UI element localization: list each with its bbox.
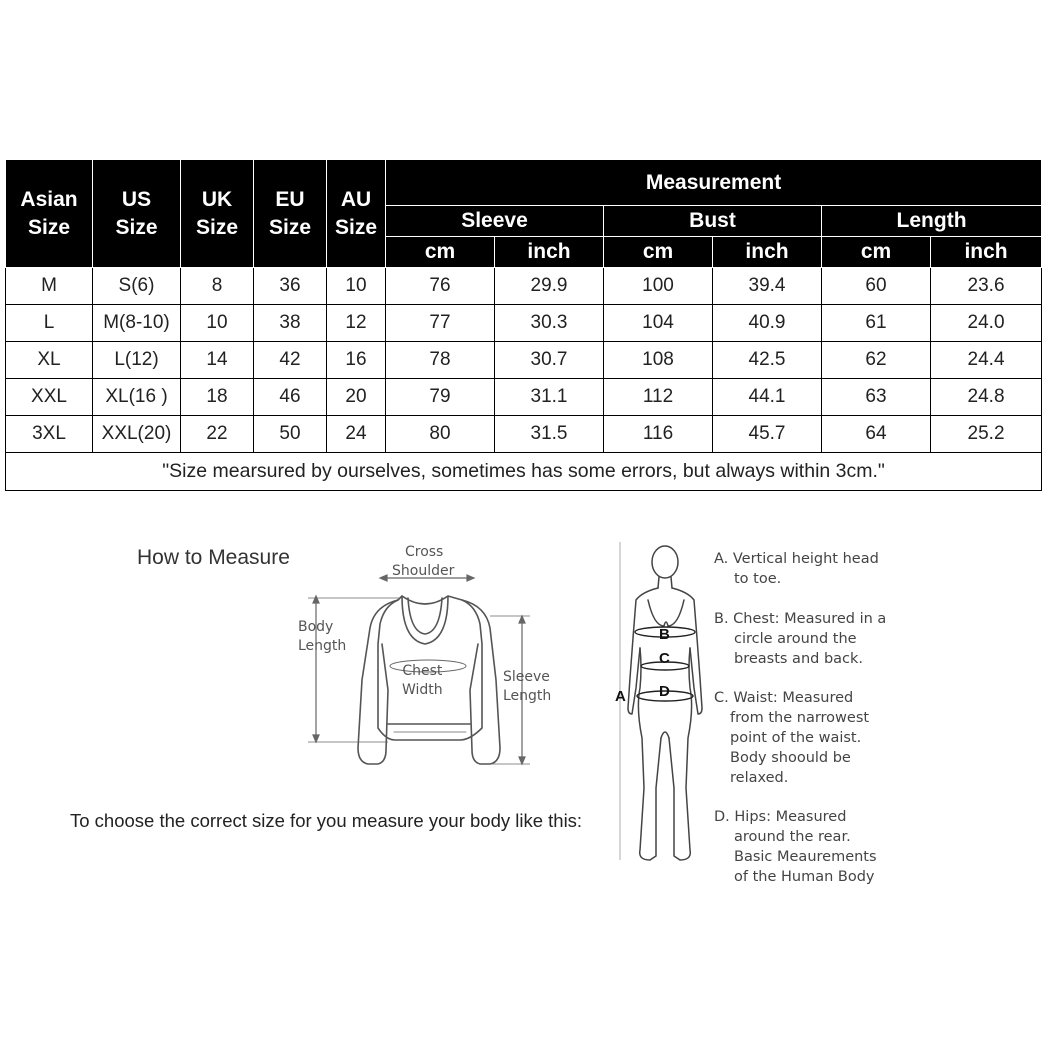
table-cell: L [6,305,93,342]
table-cell: M(8-10) [93,305,181,342]
table-cell: 30.3 [495,305,604,342]
table-cell: 112 [604,379,713,416]
table-row [6,268,1042,305]
measure-instruction: To choose the correct size for you measure your body like this: [70,810,583,831]
table-cell: 38 [254,305,327,342]
table-cell: 39.4 [713,268,822,305]
table-cell: 108 [604,342,713,379]
legend-d: D. Hips: Measured around the rear. Basic Meaurements of the Human Body [714,809,877,885]
table-cell: 78 [386,342,495,379]
table-cell: XL(16 ) [93,379,181,416]
table-cell: 14 [181,342,254,379]
table-cell: 104 [604,305,713,342]
table-cell: L(12) [93,342,181,379]
table-cell: 100 [604,268,713,305]
table-cell: 77 [386,305,495,342]
table-cell: 24 [327,416,386,453]
table-cell: 44.1 [713,379,822,416]
table-cell: 23.6 [931,268,1042,305]
table-cell: 24.4 [931,342,1042,379]
legend-a: A. Vertical height head to toe. [714,551,879,587]
table-cell: 50 [254,416,327,453]
table-cell: 60 [822,268,931,305]
header-unit: inch [931,237,1042,268]
table-cell: 46 [254,379,327,416]
table-cell: 16 [327,342,386,379]
table-note-row [6,453,1042,491]
header-us-size: US Size [93,160,181,268]
header-unit: cm [386,237,495,268]
table-cell: 18 [181,379,254,416]
marker-a: A [615,688,626,705]
table-cell: 40.9 [713,305,822,342]
table-cell: 61 [822,305,931,342]
table-row [6,305,1042,342]
legend-b: B. Chest: Measured in a circle around the breasts and back. [714,611,887,667]
header-eu-size: EU Size [254,160,327,268]
table-cell: 63 [822,379,931,416]
table-cell: 42.5 [713,342,822,379]
header-unit: cm [604,237,713,268]
table-cell: 64 [822,416,931,453]
table-row [6,379,1042,416]
header-uk-size: UK Size [181,160,254,268]
marker-b: B [659,626,670,643]
table-cell: 24.0 [931,305,1042,342]
table-cell: 30.7 [495,342,604,379]
header-unit: inch [495,237,604,268]
table-cell: 42 [254,342,327,379]
table-cell: 10 [181,305,254,342]
table-cell: 12 [327,305,386,342]
table-cell: 29.9 [495,268,604,305]
header-unit: cm [822,237,931,268]
measurement-note: "Size mearsured by ourselves, sometimes has some errors, but always within 3cm." [6,453,1042,491]
table-cell: 36 [254,268,327,305]
header-measurement: Measurement [386,160,1042,206]
table-cell: 116 [604,416,713,453]
table-cell: 31.1 [495,379,604,416]
table-cell: 76 [386,268,495,305]
cross-shoulder-label: Cross Shoulder [392,544,455,579]
table-cell: 22 [181,416,254,453]
table-row [6,416,1042,453]
table-cell: 80 [386,416,495,453]
header-length: Length [822,206,1042,237]
how-to-measure-title: How to Measure [137,546,290,569]
table-cell: XXL(20) [93,416,181,453]
header-asian-size: Asian Size [6,160,93,268]
sleeve-length-label: Sleeve Length [503,669,552,704]
table-cell: S(6) [93,268,181,305]
table-cell: 45.7 [713,416,822,453]
header-unit: inch [713,237,822,268]
table-cell: 3XL [6,416,93,453]
table-cell: 20 [327,379,386,416]
header-au-size: AU Size [327,160,386,268]
body-length-label: Body Length [298,619,347,654]
table-cell: 8 [181,268,254,305]
table-cell: XXL [6,379,93,416]
marker-d: D [659,683,670,700]
legend-c: C. Waist: Measured from the narrowest point of the waist. Body shoould be relaxed. [714,690,870,786]
marker-c: C [659,650,670,667]
table-cell: 25.2 [931,416,1042,453]
header-bust: Bust [604,206,822,237]
table-cell: 79 [386,379,495,416]
table-cell: 62 [822,342,931,379]
table-cell: 31.5 [495,416,604,453]
header-sleeve: Sleeve [386,206,604,237]
table-cell: 10 [327,268,386,305]
table-cell: XL [6,342,93,379]
table-cell: 24.8 [931,379,1042,416]
chest-width-label: Chest Width [402,663,443,698]
size-chart-table [5,159,1042,491]
table-row [6,342,1042,379]
table-cell: M [6,268,93,305]
